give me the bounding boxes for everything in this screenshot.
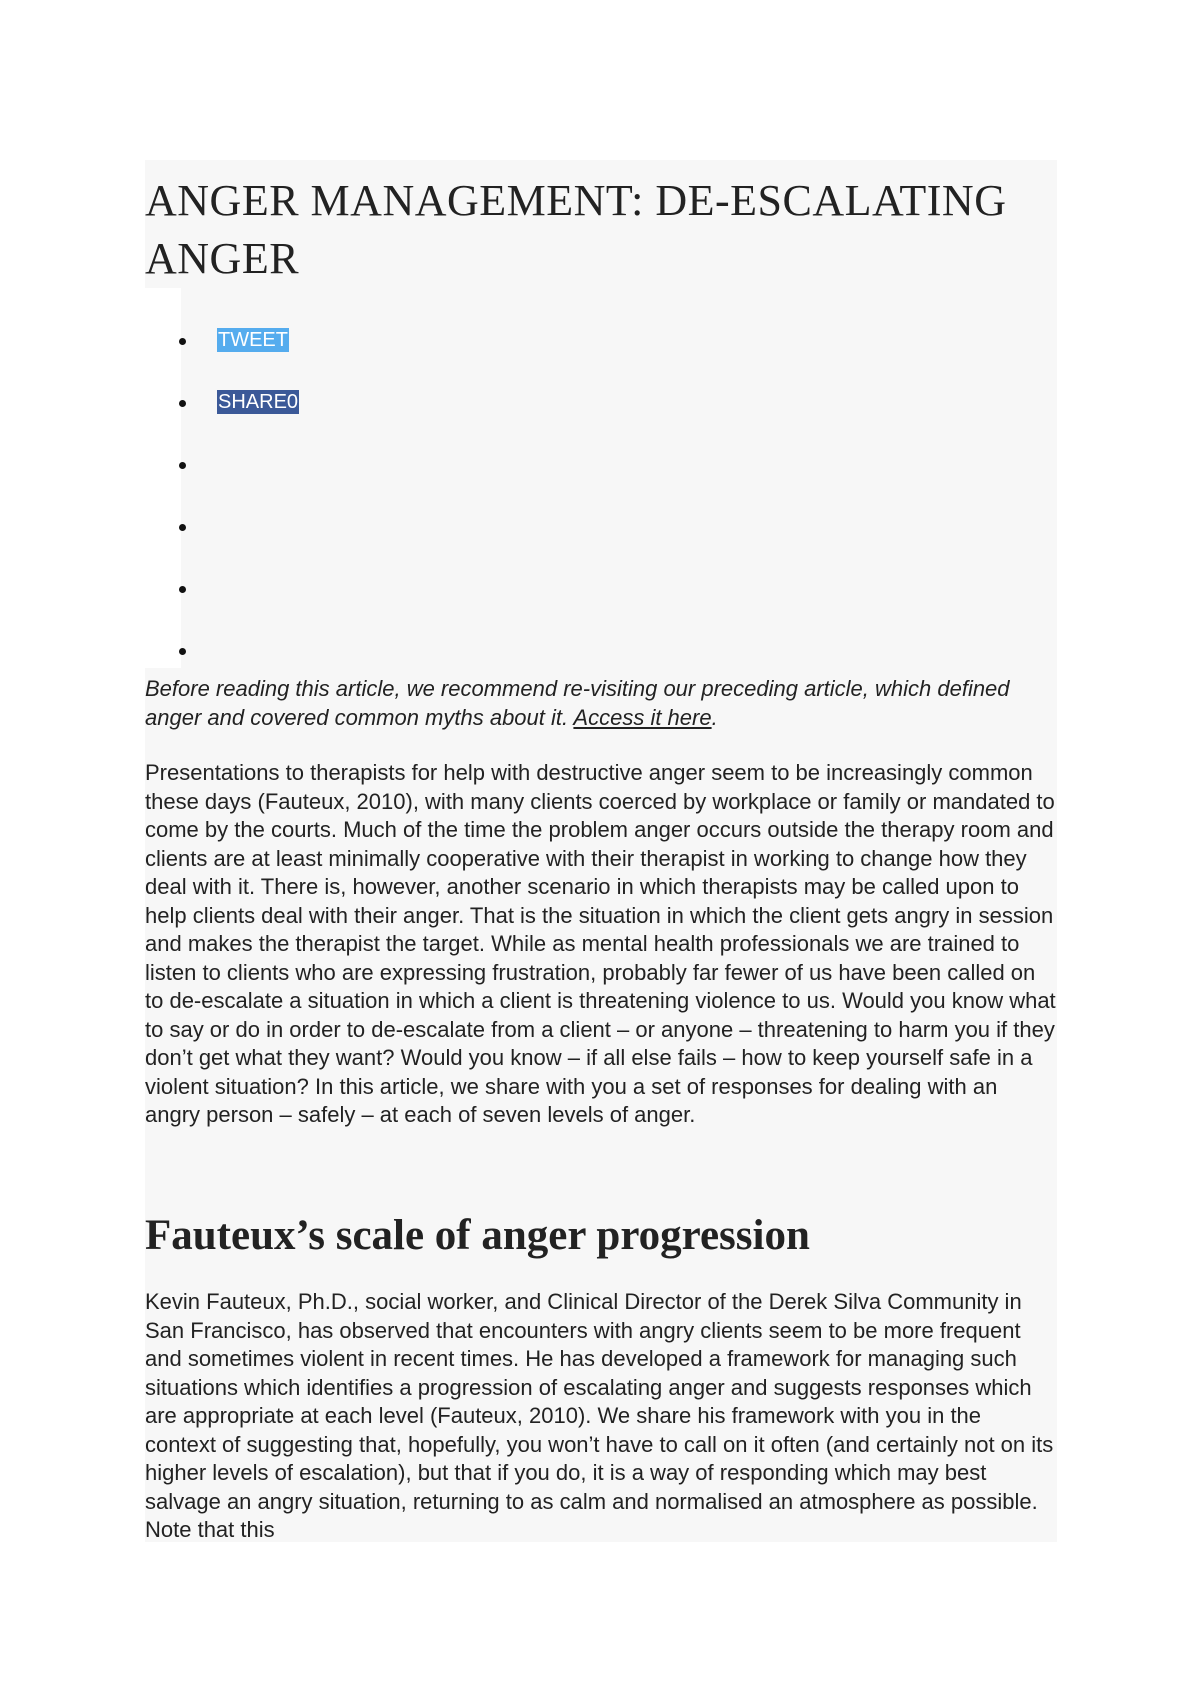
body-paragraph-2: Kevin Fauteux, Ph.D., social worker, and Clinical Director of the Derek Silva Community in San Francisco, has observed that encounters with angry clients seem to be more frequent and sometimes violent in recent times. He has developed a framework for managing such situations which identifies a progression of escalating anger and suggests responses which are appropriate at each level (Fauteux, 2010). We share his framework with you in the context of suggesting that, hopefully, you won’t have to call on it often (and certainly not on its higher levels of escalation), but that if you do, it is a way of responding which may best salvage an angry situation, returning to as calm and normalised an atmosphere as possible. Note that this: [145, 1289, 1054, 1542]
list-item: [181, 390, 299, 452]
list-item: [181, 328, 299, 390]
bullet-icon: [179, 524, 186, 531]
article-title: ANGER MANAGEMENT: DE-ESCALATING ANGER: [145, 176, 1007, 283]
list-item: [181, 452, 299, 514]
article: [145, 160, 1057, 1542]
share-list-panel: [181, 288, 1057, 668]
bullet-icon: [179, 462, 186, 469]
intro-text: Before reading this article, we recommend re-visiting our preceding article, which defined anger and covered common myths about it.: [145, 676, 1010, 730]
list-item: [181, 576, 299, 638]
intro-note: [145, 674, 1057, 732]
share-list: [181, 328, 299, 700]
section-heading: Fauteux’s scale of anger progression: [145, 1212, 810, 1259]
bullet-icon: [179, 338, 186, 345]
share-button[interactable]: SHARE0: [218, 391, 299, 413]
bullet-icon: [179, 400, 186, 407]
bullet-icon: [179, 648, 186, 655]
list-item: [181, 514, 299, 576]
tweet-button[interactable]: TWEET: [218, 329, 288, 351]
bullet-icon: [179, 586, 186, 593]
intro-suffix: .: [711, 705, 718, 730]
body-paragraph-1: Presentations to therapists for help with destructive anger seem to be increasingly common these days (Fauteux, 2010), with many clients coerced by workplace or family or mandated to come by the courts. Much of the time the problem anger occurs outside the therapy room and clients are at least minimally cooperative with their therapist in working to change how they deal with it. There is, however, another scenario in which therapists may be called upon to help clients deal with their anger. That is the situation in which the client gets angry in session and makes the therapist the target. While as mental health professionals we are trained to listen to clients who are expressing frustration, probably far fewer of us have been called on to de-escalate a situation in which a client is threatening violence to us. Would you know what to say or do in order to de-escalate from a client – or anyone – threatening to harm you if they don’t get what they want? Would you know – if all else fails – how to keep yourself safe in a violent situation? In this article, we share with you a set of responses for dealing with an angry person – safely – at each of seven levels of anger.: [145, 760, 1056, 1127]
access-link[interactable]: Access it here: [573, 705, 712, 730]
